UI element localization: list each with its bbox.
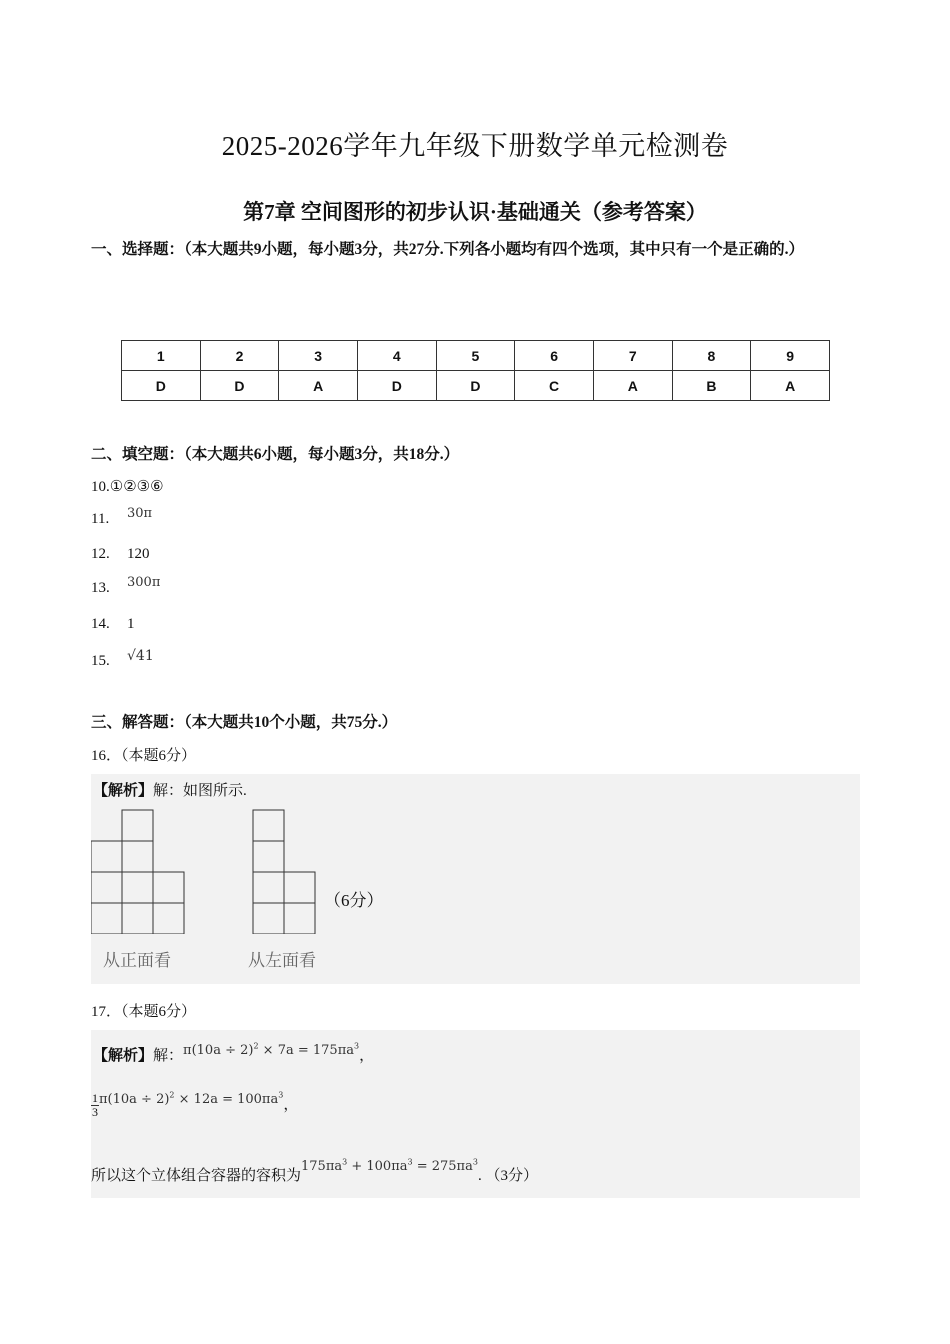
conclusion-text: 所以这个立体组合容器的容积为 (91, 1168, 302, 1184)
analysis-line (91, 1092, 298, 1119)
table-cell-answer: C (515, 371, 594, 401)
table-cell-answer: B (672, 371, 751, 401)
equation-1 (183, 1043, 359, 1058)
equation-part: 175πa (301, 1159, 343, 1174)
fill-item-answer: ①②③⑥ (109, 479, 164, 495)
table-cell-number: 7 (593, 341, 672, 371)
fill-item (91, 477, 164, 496)
analysis-line (93, 1041, 375, 1065)
table-cell-number: 1 (122, 341, 201, 371)
section1-heading: 一、选择题：（本大题共9小题，每小题3分，共27分.下列各小题均有四个选项，其中只有一个是正确的.） (91, 241, 805, 258)
fill-item (91, 575, 161, 597)
grid-cell (91, 903, 122, 934)
table-cell-answer: D (122, 371, 201, 401)
equation-part: π(10a ÷ 2) (99, 1091, 170, 1107)
grid-cell (122, 841, 153, 872)
table-cell-number: 5 (436, 341, 515, 371)
grid-cell (91, 841, 122, 872)
exponent: 2 (169, 1090, 175, 1100)
exponent: 3 (342, 1157, 348, 1167)
grid-cell (253, 841, 284, 872)
section2-heading: 二、填空题：（本大题共6小题，每小题3分，共18分.） (91, 446, 460, 463)
exponent: 2 (253, 1041, 259, 1051)
fill-item-number: 13. (91, 580, 110, 596)
table-cell-number: 6 (515, 341, 594, 371)
page-subtitle: 第7章 空间图形的初步认识·基础通关（参考答案） (243, 200, 707, 224)
analysis-tag: 【解析】 (93, 783, 154, 799)
question-16-label: 16．（本题6分） (91, 748, 197, 764)
analysis-text: 解：如图所示. (153, 783, 247, 799)
conclusion-score: . （3分） (477, 1168, 538, 1184)
answer-table-answer-row (122, 371, 830, 401)
grid-cell (284, 872, 315, 903)
equation-part: = 275πa (412, 1159, 473, 1174)
grid-cell (253, 810, 284, 841)
table-cell-number: 9 (751, 341, 830, 371)
table-cell-number: 8 (672, 341, 751, 371)
equation-2 (99, 1092, 283, 1107)
equation-punct: ， (283, 1096, 299, 1113)
fill-item (91, 506, 153, 528)
fill-item-number: 10. (91, 479, 110, 495)
table-cell-answer: A (751, 371, 830, 401)
fill-item-number: 12. (91, 546, 110, 562)
fill-item-number: 14. (91, 616, 110, 632)
grid-cell (284, 903, 315, 934)
table-cell-answer: A (593, 371, 672, 401)
equation-part: × 7a = 175πa (258, 1043, 354, 1058)
fill-item (91, 616, 135, 633)
grid-cell (122, 810, 153, 841)
table-cell-number: 3 (279, 341, 358, 371)
fill-item (91, 648, 154, 670)
equation-part: + 100πa (347, 1159, 408, 1174)
caption-front-view: 从正面看 (103, 951, 171, 970)
question-16-analysis-box (91, 774, 860, 984)
section3-heading: 三、解答题：（本大题共10个小题，共75分.） (91, 714, 398, 731)
fraction-denominator: 3 (92, 1105, 98, 1119)
fill-item-answer: 120 (127, 546, 150, 562)
front-view-diagram (91, 809, 191, 934)
question-17-label: 17．（本题6分） (91, 1004, 197, 1020)
exponent: 3 (278, 1090, 284, 1100)
fill-item-answer: 300π (127, 575, 161, 590)
fill-item (91, 546, 150, 563)
grid-cell (253, 903, 284, 934)
analysis-line (93, 779, 247, 800)
grid-cell (122, 903, 153, 934)
table-cell-answer: D (357, 371, 436, 401)
grid-cell (122, 872, 153, 903)
fill-item-answer: √41 (127, 648, 154, 664)
table-cell-number: 4 (357, 341, 436, 371)
left-view-diagram (252, 809, 322, 934)
analysis-tag: 【解析】 (93, 1048, 154, 1064)
page-title: 2025-2026学年九年级下册数学单元检测卷 (221, 131, 729, 161)
exponent: 3 (407, 1157, 413, 1167)
equation-3 (301, 1159, 478, 1174)
table-cell-answer: A (279, 371, 358, 401)
fill-item-answer: 1 (127, 616, 135, 632)
table-cell-number: 2 (200, 341, 279, 371)
score-label: （6分） (324, 891, 384, 910)
grid-cell (153, 872, 184, 903)
grid-cell (91, 872, 122, 903)
fraction-numerator: 1 (92, 1091, 98, 1105)
answer-table-number-row (122, 341, 830, 371)
exponent: 3 (472, 1157, 478, 1167)
equation-part: π(10a ÷ 2) (183, 1043, 254, 1058)
table-cell-answer: D (200, 371, 279, 401)
fill-item-number: 11. (91, 511, 110, 527)
question-17-analysis-box (91, 1030, 860, 1198)
fill-item-number: 15. (91, 653, 110, 669)
analysis-line (91, 1157, 538, 1185)
fill-item-answer: 30π (127, 506, 153, 521)
equation-punct: ， (359, 1048, 375, 1064)
grid-cell (253, 872, 284, 903)
answer-table (121, 340, 830, 401)
exponent: 3 (354, 1041, 360, 1051)
equation-part: × 12a = 100πa (174, 1091, 279, 1107)
fraction-one-third (91, 1092, 99, 1119)
grid-cell (153, 903, 184, 934)
table-cell-answer: D (436, 371, 515, 401)
caption-left-view: 从左面看 (248, 951, 316, 970)
analysis-text: 解： (153, 1048, 184, 1064)
